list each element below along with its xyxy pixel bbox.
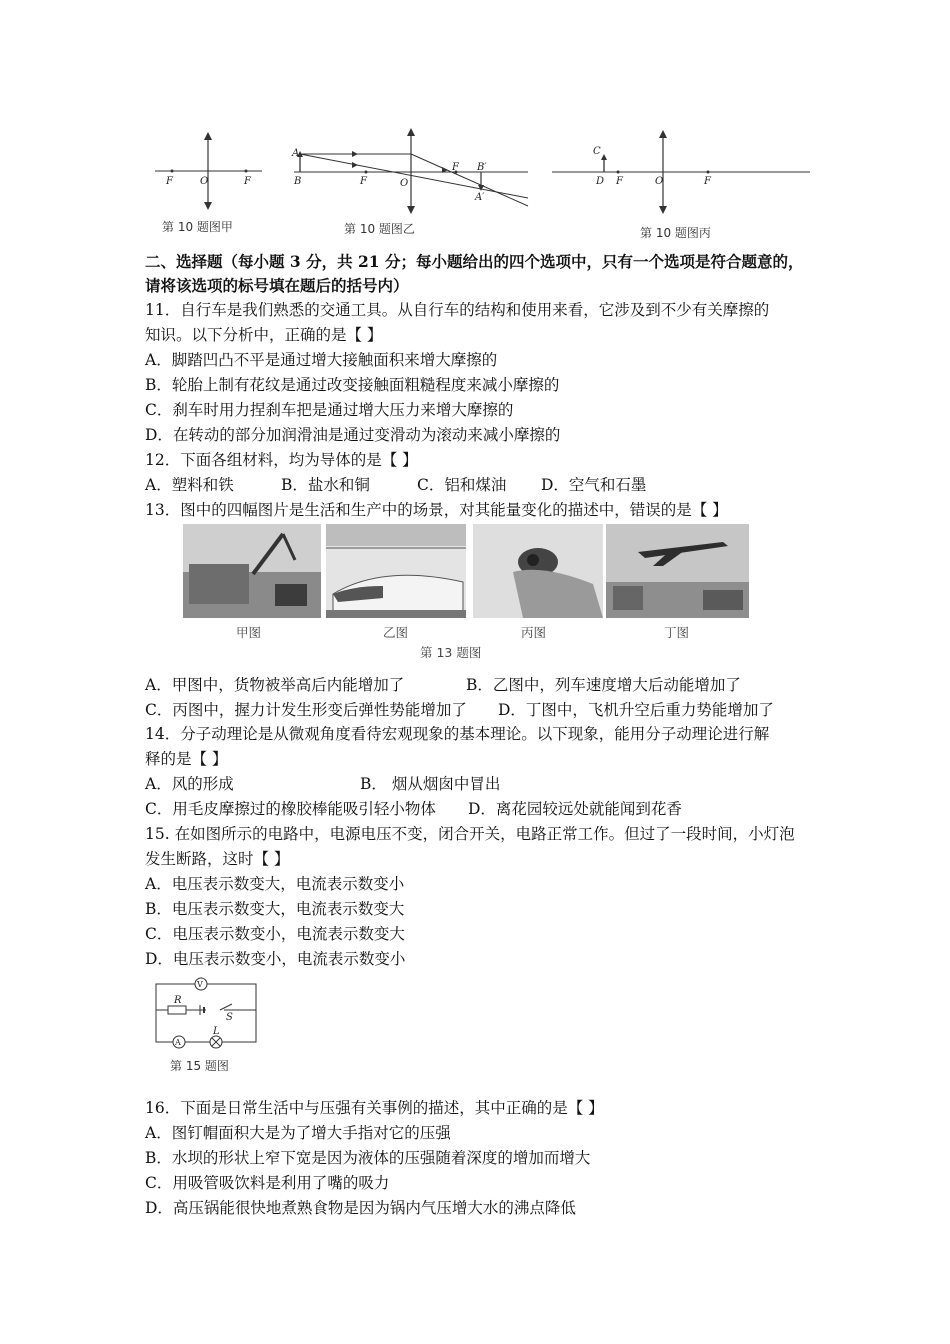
q14-stem-line2: 释的是【 】 [145,750,228,768]
fig10-yi-label-f-left: F [360,176,367,187]
voltmeter-label: V [197,980,203,989]
figure-10-bing [548,126,813,242]
q11-stem-line1: 11．自行车是我们熟悉的交通工具。从自行车的结构和使用来看，它涉及到不少有关摩擦的 [145,301,770,319]
fig10-bing-label-o: O [655,176,664,187]
figure-10-jia [150,128,270,238]
lamp-label: L [213,1026,220,1037]
section-heading-line1: 二、选择题（每小题 3 分，共 21 分；每小题给出的四个选项中，只有一个选项是符合题意的， [145,252,804,271]
q14-option-c: C．用毛皮摩擦过的橡胶棒能吸引轻小物体 [145,800,436,818]
fig10-jia-label-f-right: F [244,176,251,187]
q13-option-a: A．甲图中，货物被举高后内能增加了 [145,676,405,694]
figure-13-photos [183,524,749,618]
fig10-yi-label-b-prime: B′ [477,162,487,173]
photo-caption-yi: 乙图 [383,625,409,640]
q12-option-a: A．塑料和铁 [145,476,234,494]
fig10-yi-caption: 第 10 题图乙 [344,222,415,236]
photo-yi [326,524,466,618]
q12-option-d: D．空气和石墨 [541,476,647,494]
q13-stem: 13．图中的四幅图片是生活和生产中的场景，对其能量变化的描述中，错误的是【 】 [145,501,728,519]
fig10-jia-label-o: O [200,176,209,187]
photo-caption-jia: 甲图 [236,625,262,640]
photo-caption-bing: 丙图 [521,625,547,640]
q13-option-b: B．乙图中，列车速度增大后动能增加了 [466,676,741,694]
fig10-yi-label-f-right: F [452,162,459,173]
q12-option-b: B．盐水和铜 [281,476,370,494]
q16-stem: 16．下面是日常生活中与压强有关事例的描述，其中正确的是【 】 [145,1099,604,1117]
figure-10-yi [288,122,536,240]
q14-option-d: D．离花园较远处就能闻到花香 [468,800,682,818]
q15-option-c: C．电压表示数变小，电流表示数变大 [145,925,405,943]
q16-option-c: C．用吸管吸饮料是利用了嘴的吸力 [145,1174,390,1192]
q12-stem: 12．下面各组材料，均为导体的是【 】 [145,451,418,469]
q16-option-a: A．图钉帽面积大是为了增大手指对它的压强 [145,1124,451,1142]
fig10-yi-label-a: A [292,148,300,159]
figure-13-caption: 第 13 题图 [420,645,482,660]
figure-15-caption: 第 15 题图 [170,1059,229,1073]
fig10-jia-label-f-left: F [166,176,173,187]
fig10-bing-caption: 第 10 题图丙 [640,226,711,240]
q11-stem-line2: 知识。以下分析中，正确的是【 】 [145,326,383,344]
q15-stem-line1: 15. 在如图所示的电路中，电源电压不变，闭合开关，电路正常工作。但过了一段时间，小灯泡 [145,825,795,843]
fig10-bing-label-f-right: F [704,176,711,187]
photo-jia [183,524,321,618]
photo-ding [606,524,749,618]
fig10-bing-label-c: C [593,146,601,157]
photo-caption-ding: 丁图 [664,625,690,640]
fig10-bing-label-d: D [596,176,605,187]
fig10-yi-label-o: O [400,178,409,189]
q11-option-a: A．脚踏凹凸不平是通过增大接触面积来增大摩擦的 [145,351,498,369]
q15-option-a: A．电压表示数变大，电流表示数变小 [145,875,405,893]
q16-option-d: D．高压锅能很快地煮熟食物是因为锅内气压增大水的沸点降低 [145,1199,576,1217]
fig10-jia-caption: 第 10 题图甲 [162,220,233,234]
photo-bing [473,524,603,618]
q11-option-b: B．轮胎上制有花纹是通过改变接触面粗糙程度来减小摩擦的 [145,376,560,394]
figure-15-circuit [150,974,265,1076]
switch-label: S [226,1012,233,1023]
section-heading-line2: 请将该选项的标号填在题后的括号内） [145,276,409,295]
ammeter-label: A [175,1038,181,1047]
q13-option-c: C．丙图中，握力计发生形变后弹性势能增加了 [145,701,467,719]
q14-stem-line1: 14．分子动理论是从微观角度看待宏观现象的基本理论。以下现象，能用分子动理论进行解 [145,725,770,743]
fig10-yi-label-a-prime: A′ [475,192,485,203]
fig10-yi-label-b: B [294,176,302,187]
q15-option-d: D．电压表示数变小，电流表示数变小 [145,950,406,968]
resistor-label: R [174,995,182,1006]
q11-option-c: C．刹车时用力捏刹车把是通过增大压力来增大摩擦的 [145,401,514,419]
q13-option-d: D．丁图中，飞机升空后重力势能增加了 [498,701,774,719]
fig10-bing-label-f-left: F [616,176,623,187]
q14-option-b: B． 烟从烟囱中冒出 [360,775,501,793]
q14-option-a: A．风的形成 [145,775,234,793]
q15-option-b: B．电压表示数变大，电流表示数变大 [145,900,405,918]
q11-option-d: D．在转动的部分加润滑油是通过变滑动为滚动来减小摩擦的 [145,426,561,444]
q15-stem-line2: 发生断路，这时【 】 [145,850,290,868]
q16-option-b: B．水坝的形状上窄下宽是因为液体的压强随着深度的增加而增大 [145,1149,591,1167]
q12-option-c: C．铝和煤油 [417,476,507,494]
